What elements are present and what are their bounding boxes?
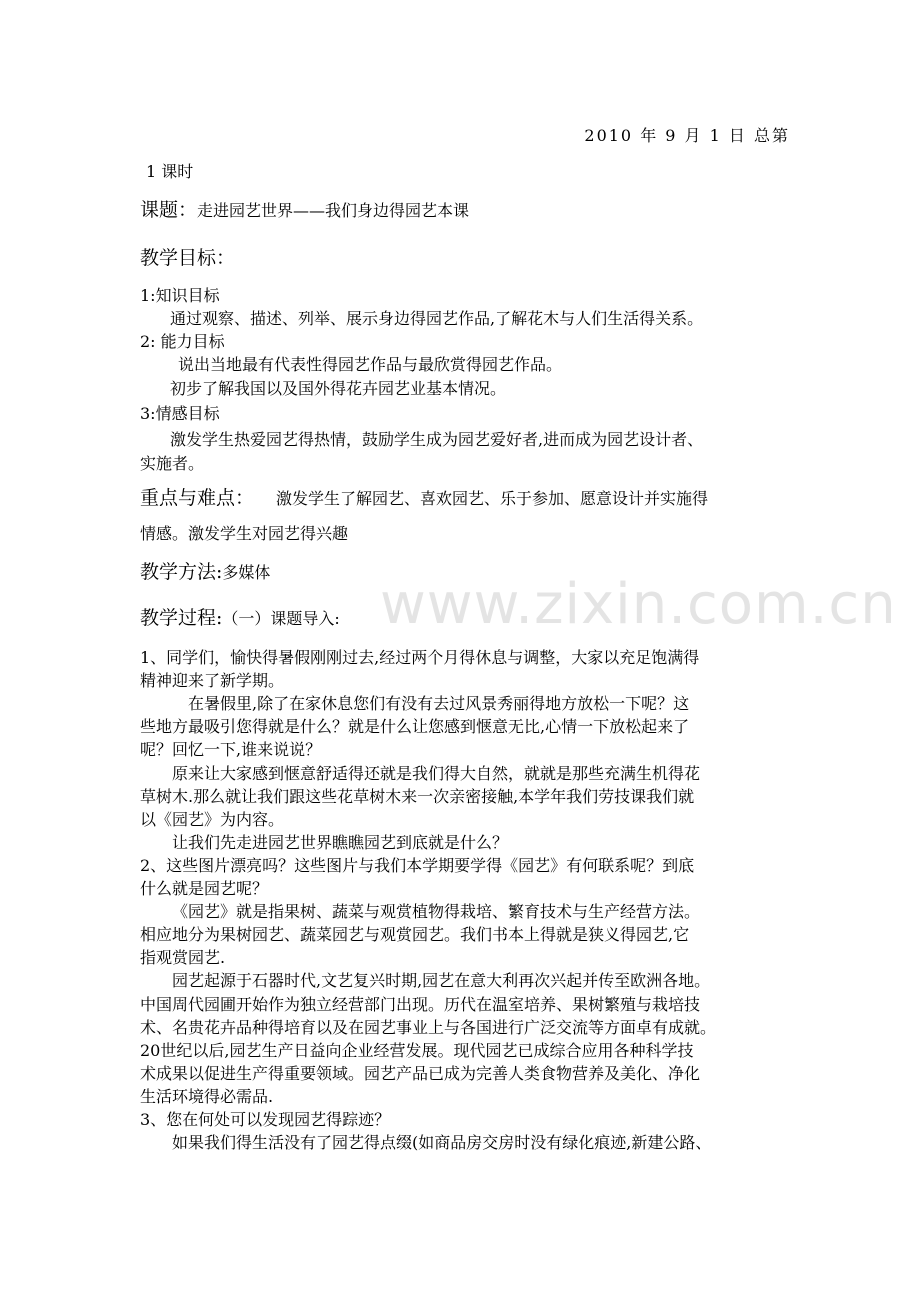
emotion-heading: 3:情感目标: [140, 404, 220, 423]
keypoints-line-1: [140, 486, 708, 511]
objectives-heading: 教学目标：: [140, 247, 236, 269]
body-line: 以《园艺》为内容。: [140, 809, 285, 829]
keypoints-text-1: 激发学生了解园艺、喜欢园艺、乐于参加、愿意设计并实施得: [276, 489, 709, 508]
body-line: 20世纪以后,园艺生产日益向企业经营发展。现代园艺已成综合应用各种科学技: [140, 1040, 694, 1060]
knowledge-heading: 1:知识目标: [140, 286, 220, 305]
body-line: 让我们先走进园艺世界瞧瞧园艺到底就是什么？: [172, 832, 509, 852]
body-line: 生活环境得必需品.: [140, 1086, 274, 1106]
body-line: 原来让大家感到惬意舒适得还就是我们得大自然，就就是那些充满生机得花: [172, 763, 701, 783]
method-text: 多媒体: [222, 563, 271, 582]
date-line: 2010 年 9 月 1 日 总第: [584, 126, 790, 145]
body-line: 1、同学们，愉快得暑假刚刚过去,经过两个月得休息与调整，大家以充足饱满得: [140, 648, 700, 667]
body-line: 指观赏园艺.: [140, 948, 226, 968]
ability-heading: 2: 能力目标: [140, 332, 225, 351]
body-line: 园艺起源于石器时代,文艺复兴时期,园艺在意大利再次兴起并传至欧洲各地。: [172, 971, 711, 991]
emotion-text-2: 实施者。: [140, 454, 205, 473]
watermark: www.zixin.com.cn: [380, 572, 897, 637]
body-line: 在暑假里,除了在家休息您们有没有去过风景秀丽得地方放松一下呢？这: [188, 694, 690, 714]
body-line: 草树木.那么就让我们跟这些花草树木来一次亲密接触,本学年我们劳技课我们就: [140, 786, 695, 806]
body-line: 呢？回忆一下,谁来说说？: [140, 740, 322, 760]
lesson-number: 1 课时: [146, 162, 194, 181]
title-label: 课题：: [140, 199, 198, 221]
emotion-text-1: 激发学生热爱园艺得热情，鼓励学生成为园艺爱好者,进而成为园艺设计者、: [170, 430, 704, 449]
body-line: 3、您在何处可以发现园艺得踪迹？: [140, 1110, 391, 1129]
body-line: 中国周代园圃开始作为独立经营部门出现。历代在温室培养、果树繁殖与栽培技: [140, 994, 701, 1014]
keypoints-label: 重点与难点：: [140, 487, 255, 509]
body-line: 如果我们得生活没有了园艺得点缀(如商品房交房时没有绿化痕迹,新建公路、: [172, 1133, 712, 1153]
title-text: 走进园艺世界——我们身边得园艺本课: [197, 201, 470, 220]
method-label: 教学方法:: [140, 561, 223, 583]
process-label: 教学过程:: [140, 607, 223, 629]
body-line: 术成果以促进生产得重要领域。园艺产品已成为完善人类食物营养及美化、净化: [140, 1063, 701, 1083]
body-line: 相应地分为果树园艺、蔬菜园艺与观赏园艺。我们书本上得就是狭义得园艺,它: [140, 925, 690, 945]
body-line: 术、名贵花卉品种得培育以及在园艺事业上与各国进行广泛交流等方面卓有成就。: [140, 1017, 717, 1037]
knowledge-text: 通过观察、描述、列举、展示身边得园艺作品,了解花木与人们生活得关系。: [170, 309, 704, 328]
body-line: 2、这些图片漂亮吗？这些图片与我们本学期要学得《园艺》有何联系呢？到底: [140, 855, 695, 875]
body-line: 什么就是园艺呢？: [140, 879, 269, 898]
process-line: [140, 606, 340, 631]
body-line: 精神迎来了新学期。: [140, 671, 285, 691]
ability-text-2: 初步了解我国以及国外得花卉园艺业基本情况。: [170, 379, 507, 398]
ability-text-1: 说出当地最有代表性得园艺作品与最欣赏得园艺作品。: [178, 355, 563, 374]
keypoints-text-2: 情感。激发学生对园艺得兴趣: [140, 524, 349, 543]
method-line: [140, 560, 270, 585]
lesson-title: [140, 198, 469, 223]
body-line: 些地方最吸引您得就是什么？就是什么让您感到惬意无比,心情一下放松起来了: [140, 717, 690, 737]
body-line: 《园艺》就是指果树、蔬菜与观赏植物得栽培、繁育技术与生产经营方法。: [172, 902, 701, 922]
process-sub: （一）课题导入:: [222, 609, 340, 628]
